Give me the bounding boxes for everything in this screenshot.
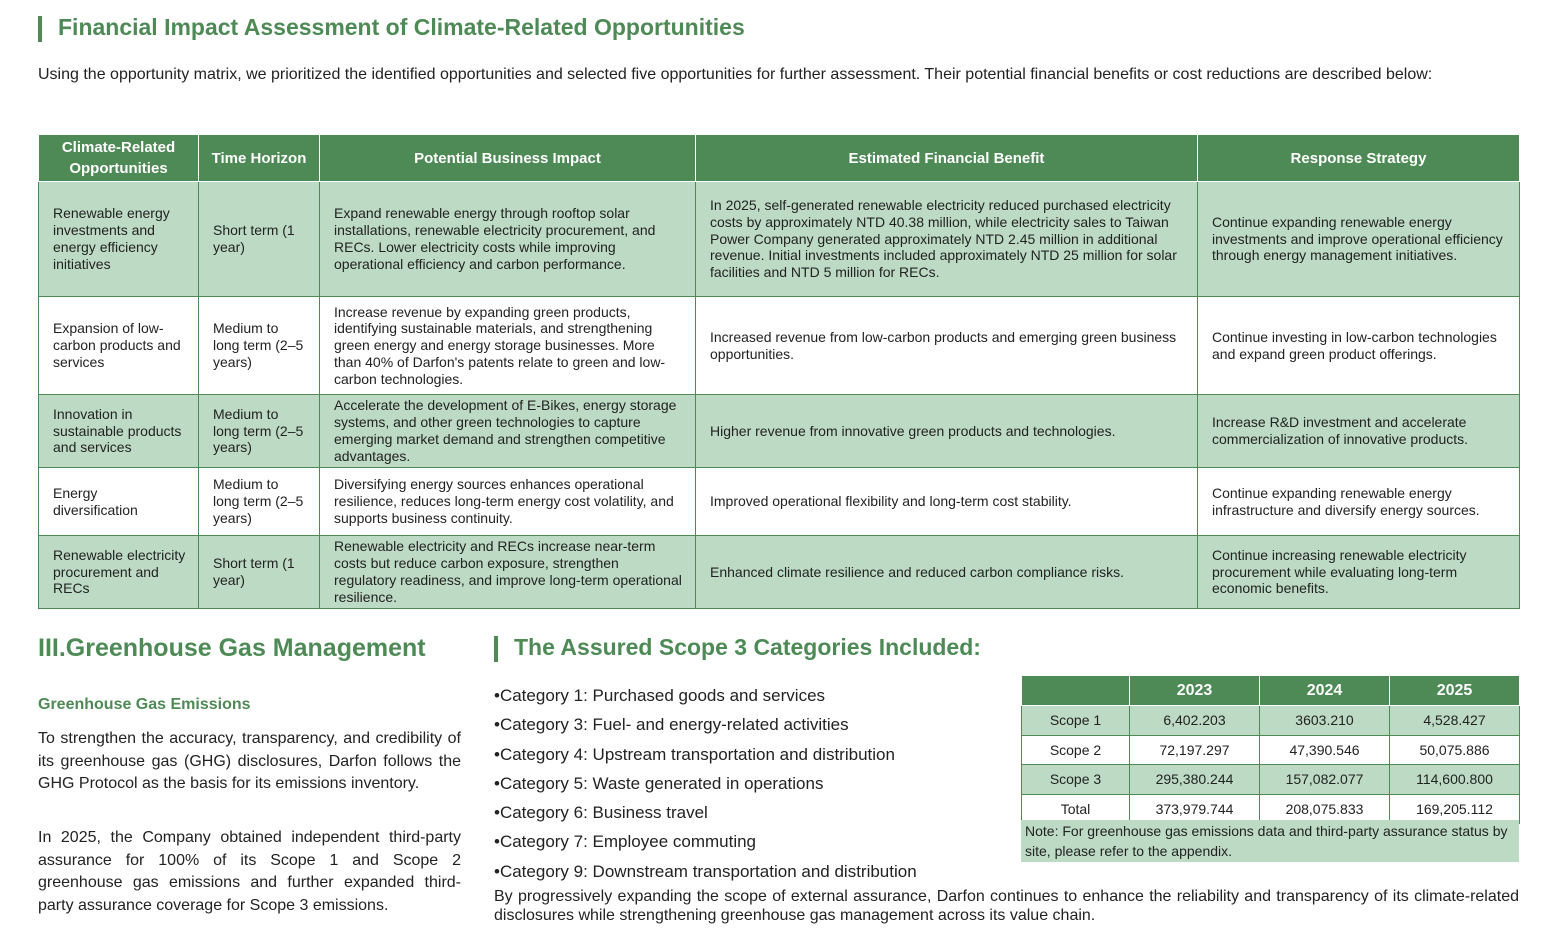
list-item: •Category 7: Employee commuting [494, 832, 757, 852]
strategy-cell: Continue expanding renewable energy investments and improve operational efficiency through energy management initiatives. [1198, 182, 1520, 297]
emissions-table [1021, 675, 1520, 824]
intro-paragraph: Using the opportunity matrix, we prioritized the identified opportunities and selected five opportunities for further assessment. Their potential financial benefits or cost reductions are described below: [38, 66, 1433, 83]
empty-header-cell [1022, 676, 1130, 706]
horizon-cell: Medium to long term (2–5 years) [199, 297, 320, 395]
table-header-row [39, 135, 1520, 182]
benefit-cell: Increased revenue from low-carbon products and emerging green business opportunities. [696, 297, 1198, 395]
row-label: Scope 2 [1022, 735, 1130, 765]
value-cell: 208,075.833 [1260, 794, 1390, 824]
scope3-accent-bar [494, 636, 498, 662]
emissions-note: Note: For greenhouse gas emissions data and third-party assurance status by site, please refer to the appendix. [1021, 820, 1519, 862]
opportunity-cell: Innovation in sustainable products and services [39, 395, 199, 468]
year-header: 2023 [1130, 676, 1260, 706]
ghg-section-title: III.Greenhouse Gas Management [38, 634, 426, 662]
opportunities-table [38, 134, 1520, 609]
list-item: •Category 4: Upstream transportation and distribution [494, 744, 895, 764]
row-label: Total [1022, 794, 1130, 824]
ghg-paragraph: To strengthen the accuracy, transparency, and credibility of its greenhouse gas (GHG) disclosures, Darfon follows the GHG Protocol as the basis for its emissions inventory. [38, 730, 461, 792]
value-cell: 169,205.112 [1390, 794, 1520, 824]
ghg-subtitle: Greenhouse Gas Emissions [38, 696, 251, 713]
opportunity-cell: Renewable energy investments and energy efficiency initiatives [39, 182, 199, 297]
horizon-cell: Medium to long term (2–5 years) [199, 395, 320, 468]
column-header: Potential Business Impact [320, 135, 696, 182]
section-heading-opportunities: Financial Impact Assessment of Climate-Related Opportunities [58, 14, 745, 40]
column-header: Estimated Financial Benefit [696, 135, 1198, 182]
ghg-paragraph: In 2025, the Company obtained independent third-party assurance for 100% of its Scope 1 and Scope 2 greenhouse gas emissions and further expanded third-party assurance coverage for Scope 3 emissions. [38, 829, 461, 914]
value-cell: 157,082.077 [1260, 765, 1390, 795]
row-label: Scope 3 [1022, 765, 1130, 795]
impact-cell: Renewable electricity and RECs increase near-term costs but reduce carbon exposure, strengthen regulatory readiness, and improve long-term operational resilience. [320, 536, 696, 609]
value-cell: 114,600.800 [1390, 765, 1520, 795]
horizon-cell: Medium to long term (2–5 years) [199, 468, 320, 536]
strategy-cell: Continue expanding renewable energy infrastructure and diversify energy sources. [1198, 468, 1520, 536]
table-row [39, 468, 1520, 536]
horizon-cell: Short term (1 year) [199, 182, 320, 297]
benefit-cell: Higher revenue from innovative green products and technologies. [696, 395, 1198, 468]
impact-cell: Expand renewable energy through rooftop solar installations, renewable electricity procurement, and RECs. Lower electricity costs while improving operational efficiency and carbon performance. [320, 182, 696, 297]
table-row [1022, 765, 1520, 795]
opportunity-cell: Renewable electricity procurement and RECs [39, 536, 199, 609]
value-cell: 47,390.546 [1260, 735, 1390, 765]
table-header-row [1022, 676, 1520, 706]
impact-cell: Diversifying energy sources enhances operational resilience, reduces long-term energy cost volatility, and supports business continuity. [320, 468, 696, 536]
scope3-title: The Assured Scope 3 Categories Included: [514, 634, 981, 660]
opportunity-cell: Expansion of low-carbon products and services [39, 297, 199, 395]
strategy-cell: Increase R&D investment and accelerate commercialization of innovative products. [1198, 395, 1520, 468]
list-item: •Category 5: Waste generated in operations [494, 773, 824, 793]
value-cell: 3603.210 [1260, 706, 1390, 736]
list-item: •Category 6: Business travel [494, 803, 708, 823]
table-row [39, 182, 1520, 297]
benefit-cell: In 2025, self-generated renewable electricity reduced purchased electricity costs by approximately NTD 40.38 million, while electricity sales to Taiwan Power Company generated approximately NTD 2.45 million in additional revenue. Initial investments included approximately NTD 25 million for solar facilities and NTD 5 million for RECs. [696, 182, 1198, 297]
column-header: Response Strategy [1198, 135, 1520, 182]
year-header: 2024 [1260, 676, 1390, 706]
table-row [1022, 706, 1520, 736]
closing-paragraph: By progressively expanding the scope of external assurance, Darfon continues to enhance the reliability and transparency of its climate-related disclosures while strengthening greenhouse gas management across its value chain. [494, 888, 1519, 924]
table-row [39, 536, 1520, 609]
value-cell: 295,380.244 [1130, 765, 1260, 795]
value-cell: 373,979.744 [1130, 794, 1260, 824]
value-cell: 72,197.297 [1130, 735, 1260, 765]
table-row [1022, 735, 1520, 765]
strategy-cell: Continue increasing renewable electricity procurement while evaluating long-term economic benefits. [1198, 536, 1520, 609]
value-cell: 4,528.427 [1390, 706, 1520, 736]
value-cell: 50,075.886 [1390, 735, 1520, 765]
table-row [39, 395, 1520, 468]
benefit-cell: Improved operational flexibility and long-term cost stability. [696, 468, 1198, 536]
scope3-category-list [494, 681, 917, 886]
impact-cell: Accelerate the development of E-Bikes, energy storage systems, and other green technologies to capture emerging market demand and strengthen competitive advantages. [320, 395, 696, 468]
table-row [39, 297, 1520, 395]
benefit-cell: Enhanced climate resilience and reduced carbon compliance risks. [696, 536, 1198, 609]
value-cell: 6,402.203 [1130, 706, 1260, 736]
column-header: Time Horizon [199, 135, 320, 182]
opportunity-cell: Energy diversification [39, 468, 199, 536]
impact-cell: Increase revenue by expanding green products, identifying sustainable materials, and strengthening green energy and energy storage businesses. More than 40% of Darfon's patents relate to green and low-carbon technologies. [320, 297, 696, 395]
row-label: Scope 1 [1022, 706, 1130, 736]
list-item: •Category 1: Purchased goods and services [494, 686, 826, 705]
year-header: 2025 [1390, 676, 1520, 706]
list-item: •Category 9: Downstream transportation and distribution [494, 861, 917, 881]
column-header: Climate-Related Opportunities [39, 135, 199, 182]
strategy-cell: Continue investing in low-carbon technologies and expand green product offerings. [1198, 297, 1520, 395]
list-item: •Category 3: Fuel- and energy-related activities [494, 715, 849, 735]
heading-accent-bar [38, 16, 42, 42]
horizon-cell: Short term (1 year) [199, 536, 320, 609]
